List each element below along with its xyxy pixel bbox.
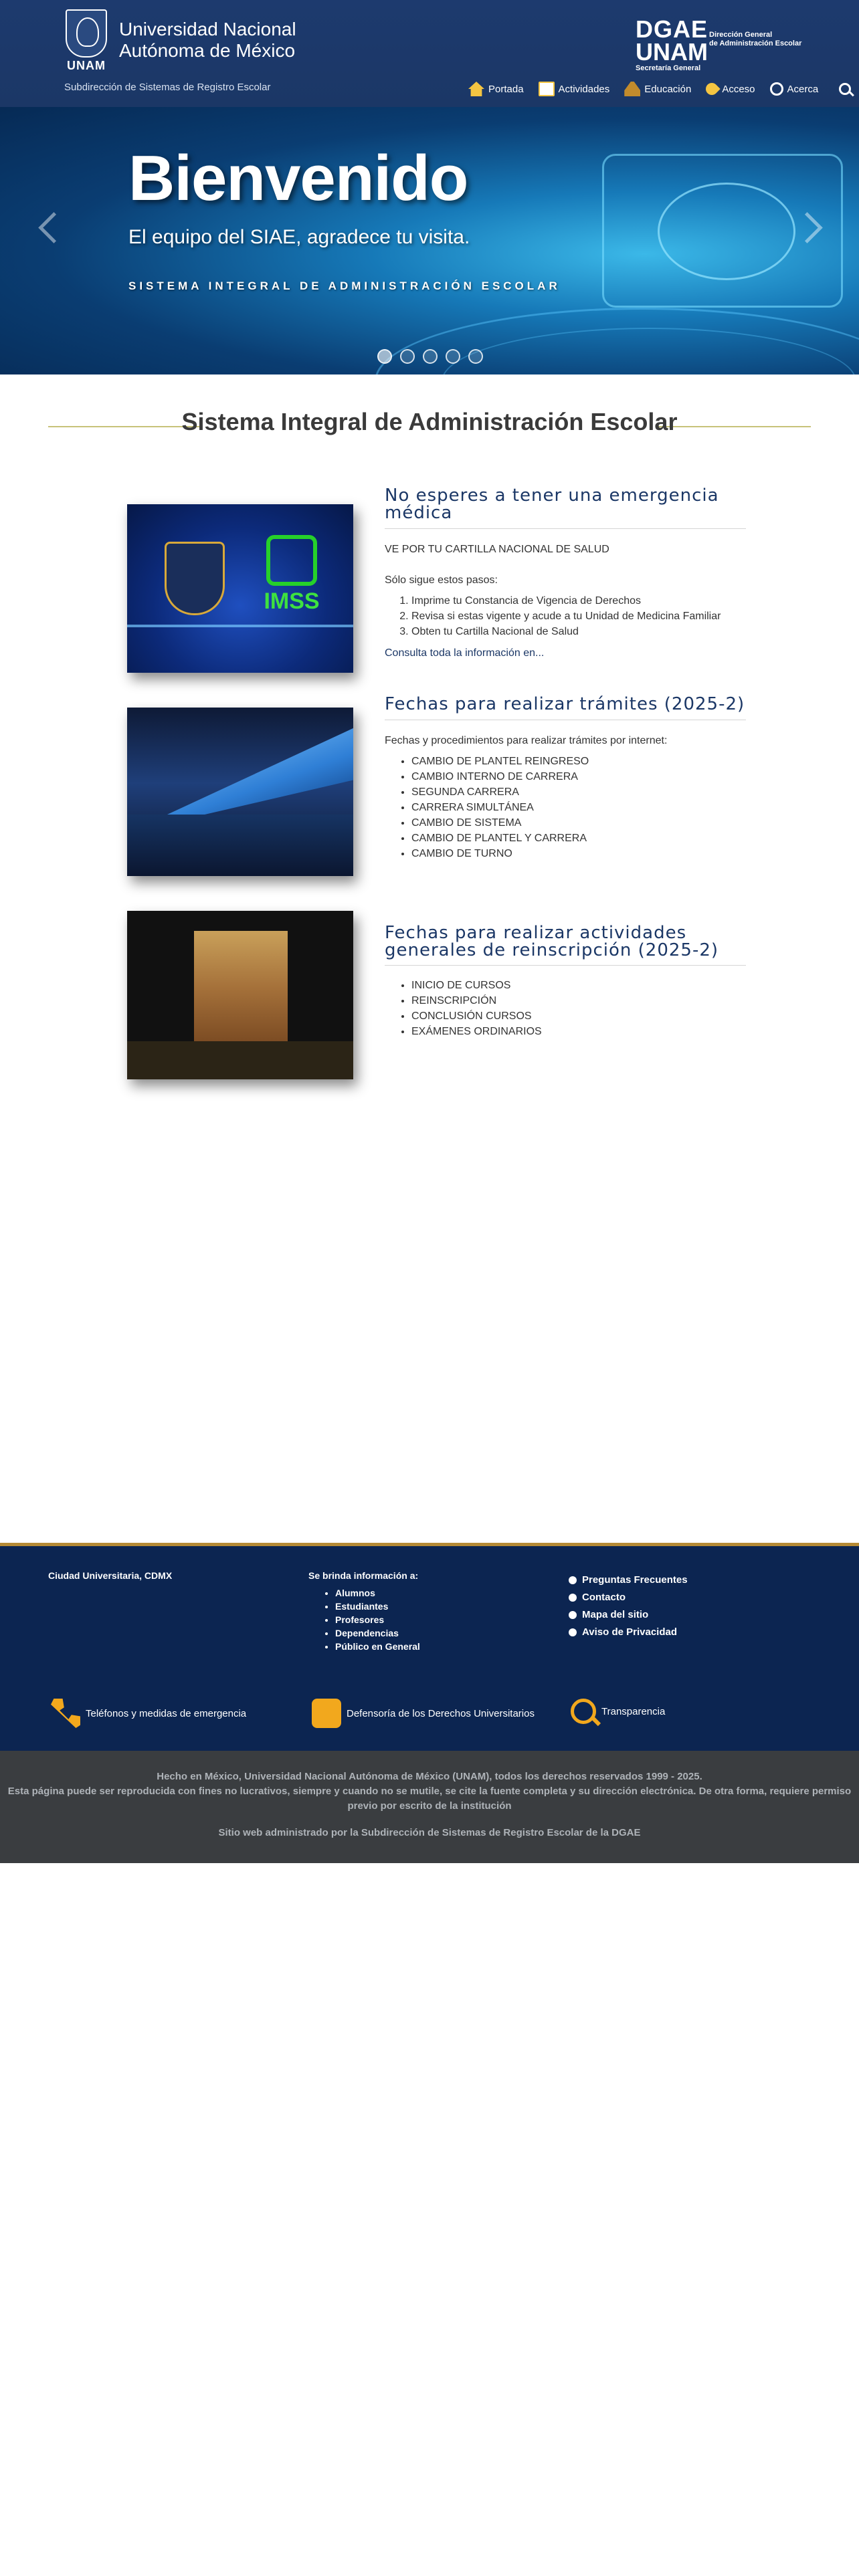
footer-emergency-link[interactable] [51,1699,246,1728]
ground-shape [127,1041,353,1079]
building-shape [167,728,353,815]
defensoria-icon [312,1699,341,1728]
audience-item[interactable]: • Estudiantes [335,1600,420,1613]
main-nav [468,79,833,99]
nav-acerca[interactable] [770,82,819,96]
library-building-shape [194,931,288,1045]
audience-item[interactable]: • Alumnos [335,1586,420,1600]
nav-acceso[interactable] [706,83,755,95]
university-name-line1: Universidad Nacional [119,19,296,39]
footer-link-mapa[interactable] [569,1606,688,1624]
lock-icon [569,1628,577,1636]
light-streak-decoration [127,625,353,627]
carousel-indicators [377,349,483,364]
footer-link-label: Aviso de Privacidad [582,1626,678,1638]
article-intro: Fechas y procedimientos para realizar trámites por internet: [385,735,668,746]
sitemap-icon [569,1611,577,1619]
audience-item[interactable]: • Dependencias [335,1626,420,1640]
list-item-label: INICIO DE CURSOS [411,980,511,991]
steps-list [385,593,746,639]
article-title-line: Fechas para realizar actividades [385,923,687,943]
list-item-label: CAMBIO INTERNO DE CARRERA [411,771,578,782]
list-item[interactable] [411,800,746,815]
list-item[interactable] [411,978,746,993]
list-item-label: CAMBIO DE PLANTEL REINGRESO [411,756,589,767]
nav-label: Actividades [558,83,610,95]
question-icon [569,1576,577,1584]
carousel-dot[interactable] [400,349,415,364]
list-item[interactable] [411,784,746,800]
article-divider [385,528,746,529]
home-icon [468,82,484,96]
footer-defensoria-link[interactable] [312,1699,535,1728]
footer-bottom-label: Defensoría de los Derechos Universitarios [347,1707,535,1719]
hero-caption: SISTEMA INTEGRAL DE ADMINISTRACIÓN ESCOLAR [128,280,561,292]
list-item[interactable] [411,769,746,784]
copyright-line: Hecho en México, Universidad Nacional Autónoma de México (UNAM), todos los derechos reservados 1999 - 2025. [157,1771,702,1782]
list-item-label: CAMBIO DE PLANTEL Y CARRERA [411,833,587,844]
list-item-label: CARRERA SIMULTÁNEA [411,802,534,813]
footer-bottom-label: Teléfonos y medidas de emergencia [86,1707,247,1719]
dgae-logo-subtitle [709,31,801,48]
footer-info [308,1570,420,1653]
reinscripcion-list [385,978,746,1039]
nav-portada[interactable] [468,82,524,96]
list-item-label: SEGUNDA CARRERA [411,786,519,798]
tramites-list [385,754,746,861]
dgae-subtitle-line2: de Administración Escolar [709,39,802,47]
carousel-dot[interactable] [468,349,483,364]
article-title-line: Fechas para realizar trámites (2025-2) [385,694,745,714]
university-name-line2: Autónoma de México [119,40,296,61]
article-image-building[interactable] [127,708,353,876]
unam-logo-text: UNAM [67,59,106,72]
unam-logo[interactable] [64,9,108,71]
nav-label: Portada [488,83,524,95]
nav-label: Acerca [787,83,819,95]
carousel-dot[interactable] [377,349,392,364]
audience-item[interactable]: • Profesores [335,1613,420,1626]
unam-crest-icon [66,9,107,58]
carousel-next-arrow-icon[interactable] [800,207,823,247]
footer-links [569,1572,688,1641]
article-title[interactable] [385,695,746,713]
article-body [385,542,746,639]
imss-eagle-icon [266,535,317,586]
education-icon [624,82,640,96]
footer-link-faq[interactable] [569,1572,688,1589]
steps-label: Sólo sigue estos pasos: [385,574,498,586]
footer-bottom-label: Transparencia [601,1705,666,1717]
more-info-link[interactable]: Consulta toda la información en... [385,647,545,659]
article-intro: VE POR TU CARTILLA NACIONAL DE SALUD [385,544,609,555]
article-body [385,733,746,861]
list-item-label: CONCLUSIÓN CURSOS [411,1010,532,1022]
subdireccion-label: Subdirección de Sistemas de Registro Escolar [64,82,271,93]
list-item[interactable] [411,993,746,1008]
footer-transparencia-link[interactable] [571,1699,665,1724]
magnifier-icon [571,1699,596,1724]
list-item-label: CAMBIO DE SISTEMA [411,817,522,829]
article-title-line: médica [385,503,453,523]
footer-info-label: Se brinda información a: [308,1570,419,1581]
carousel-prev-arrow-icon[interactable] [36,207,59,247]
search-icon[interactable] [839,83,851,95]
list-item: 3. Obten tu Cartilla Nacional de Salud [411,624,746,639]
unam-shield-icon [165,542,225,615]
university-name[interactable] [119,19,296,62]
secretaria-general-label: Secretaría General [636,64,701,72]
key-icon [704,80,721,97]
carousel-dot[interactable] [446,349,460,364]
clipboard-icon [539,82,555,96]
article-image-imss[interactable] [127,504,353,673]
audience-list [308,1586,420,1653]
site-header [0,0,859,107]
footer-link-label: Mapa del sitio [582,1609,649,1620]
imss-logo [258,535,325,622]
list-item-label: REINSCRIPCIÓN [411,995,497,1006]
dgae-logo[interactable] [636,17,809,71]
water-reflection [127,815,353,876]
list-item[interactable] [411,1024,746,1039]
list-item-label: EXÁMENES ORDINARIOS [411,1026,542,1037]
audience-item[interactable]: • Público en General [335,1640,420,1653]
article-title-line: generales de reinscripción (2025-2) [385,940,719,960]
hero-carousel [0,107,859,374]
footer-link-label: Contacto [582,1592,626,1603]
copyright-line: Esta página puede ser reproducida con fines no lucrativos, siempre y cuando no se mutile, se cite la fuente completa y su dirección electrónica. De otra forma, requiere permiso [7,1786,852,1797]
copyright-bar [0,1751,859,1863]
imss-logo-text: IMSS [264,588,320,614]
user-icon [569,1594,577,1602]
dgae-logo-text: DGAE [636,15,708,43]
section-title: Sistema Integral de Administración Escolar [181,408,678,435]
footer-link-contacto[interactable] [569,1589,688,1606]
copyright-admin-line: Sitio web administrado por la Subdirección de Sistemas de Registro Escolar de la DGAE [218,1827,641,1838]
list-item[interactable] [411,815,746,831]
hero-subtitle: El equipo del SIAE, agradece tu visita. [128,226,470,248]
list-item[interactable] [411,1008,746,1024]
hero-title: Bienvenido [128,142,468,214]
carousel-dot[interactable] [423,349,438,364]
phone-icon [51,1699,80,1728]
footer-link-privacidad[interactable] [569,1624,688,1641]
article-title[interactable] [385,487,746,522]
article-title[interactable] [385,924,746,959]
article-image-library[interactable] [127,911,353,1079]
list-item: 1. Imprime tu Constancia de Vigencia de Derechos [411,593,746,609]
list-item[interactable] [411,754,746,769]
list-item[interactable] [411,831,746,846]
dgae-unam-text: UNAM [636,38,708,66]
history-icon [770,82,783,96]
nav-label: Acceso [722,83,755,95]
list-item: 2. Revisa si estas vigente y acude a tu Unidad de Medicina Familiar [411,609,746,624]
article-body [385,978,746,1039]
copyright-line: previo por escrito de la institución [347,1800,512,1812]
footer-location: Ciudad Universitaria, CDMX [48,1570,173,1581]
article-divider [385,965,746,966]
list-item-label: CAMBIO DE TURNO [411,848,512,859]
dgae-subtitle-line1: Dirección General [709,31,773,39]
nav-actividades[interactable] [539,82,610,96]
article-title-line: No esperes a tener una emergencia [385,486,719,506]
footer-link-label: Preguntas Frecuentes [582,1574,688,1586]
nav-label: Educación [644,83,692,95]
nav-educacion[interactable] [624,82,691,96]
list-item[interactable] [411,846,746,861]
